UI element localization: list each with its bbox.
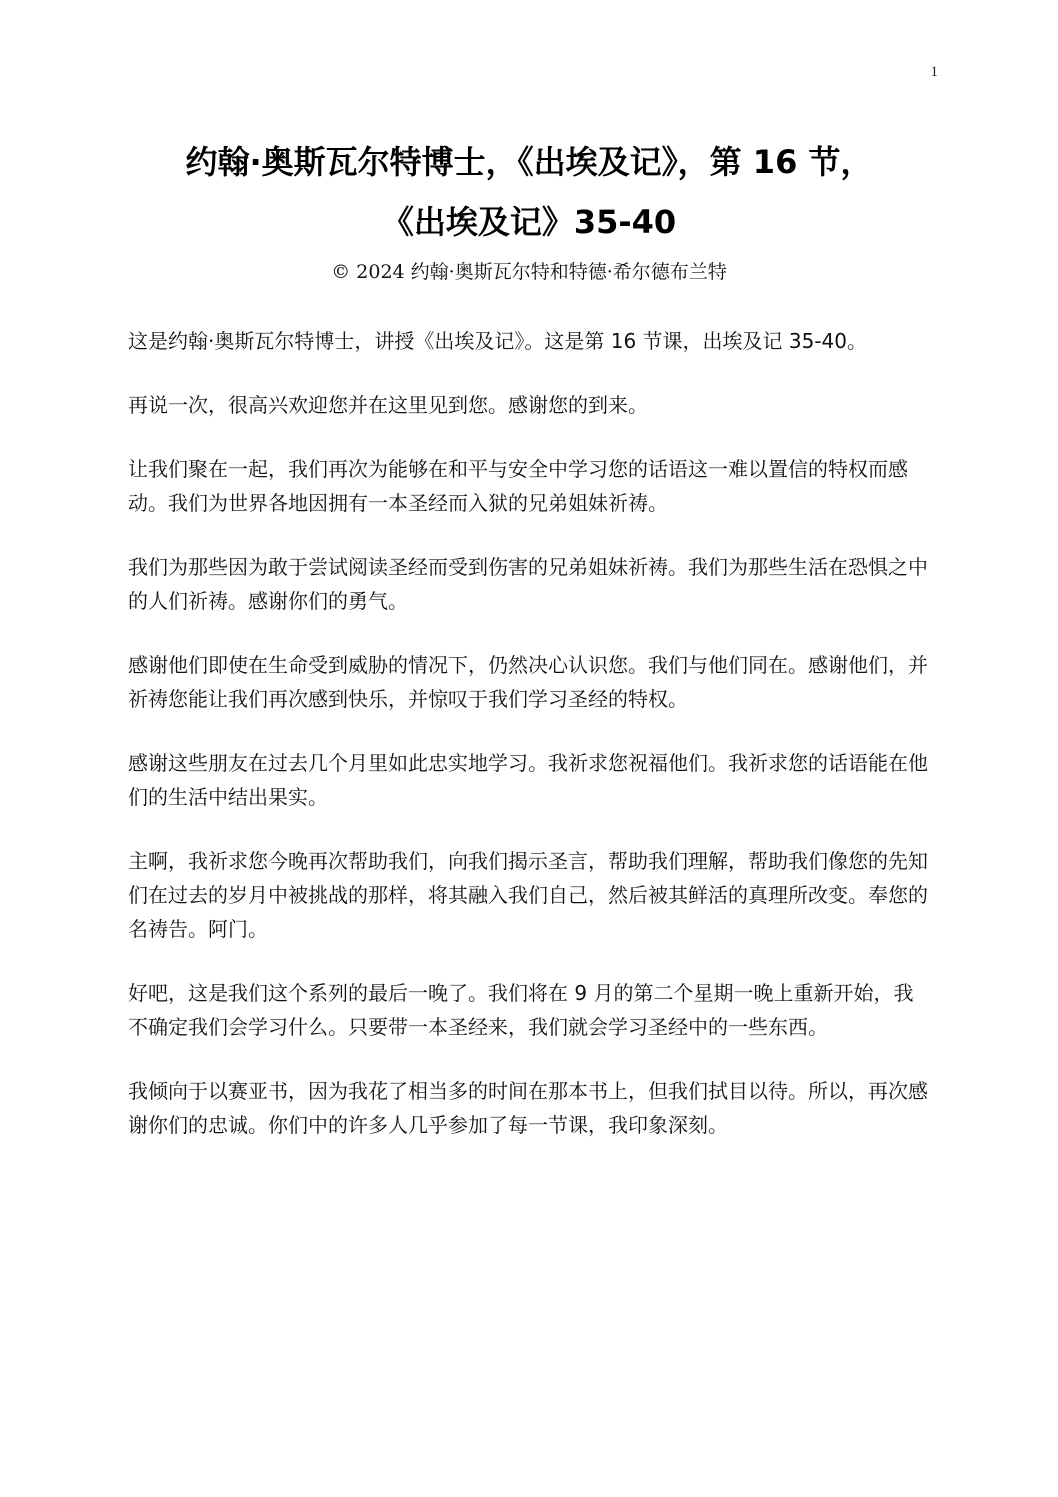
paragraph: 感谢他们即使在生命受到威胁的情况下，仍然决心认识您。我们与他们同在。感谢他们，并祈祷您能让我们再次感到快乐，并惊叹于我们学习圣经的特权。 [128,653,928,711]
paragraph: 我们为那些因为敢于尝试阅读圣经而受到伤害的兄弟姐妹祈祷。我们为那些生活在恐惧之中的人们祈祷。感谢你们的勇气。 [128,555,928,613]
page-title [100,132,958,252]
paragraph: 我倾向于以赛亚书，因为我花了相当多的时间在那本书上，但我们拭目以待。所以，再次感谢你们的忠诚。你们中的许多人几乎参加了每一节课，我印象深刻。 [128,1079,928,1137]
paragraph: 让我们聚在一起，我们再次为能够在和平与安全中学习您的话语这一难以置信的特权而感动。我们为世界各地因拥有一本圣经而入狱的兄弟姐妹祈祷。 [128,457,908,515]
paragraph: 主啊，我祈求您今晚再次帮助我们，向我们揭示圣言，帮助我们理解，帮助我们像您的先知们在过去的岁月中被挑战的那样，将其融入我们自己，然后被其鲜活的真理所改变。奉您的名祷告。阿门。 [128,849,928,941]
paragraph: 再说一次，很高兴欢迎您并在这里见到您。感谢您的到来。 [128,393,648,417]
page-title-line-1: 约翰·奥斯瓦尔特博士，《出埃及记》，第 16 节， [185,143,873,181]
paragraph: 好吧，这是我们这个系列的最后一晚了。我们将在 9 月的第二个星期一晚上重新开始，我不确定我们会学习什么。只要带一本圣经来，我们就会学习圣经中的一些东西。 [128,981,914,1039]
copyright-notice: © 2024 约翰·奥斯瓦尔特和特德·希尔德布兰特 [331,261,727,283]
page-number: 1 [930,64,938,80]
paragraph: 这是约翰·奥斯瓦尔特博士，讲授《出埃及记》。这是第 16 节课，出埃及记 35-40。 [128,329,867,353]
page-title-line-2: 《出埃及记》35-40 [381,203,677,241]
paragraph: 感谢这些朋友在过去几个月里如此忠实地学习。我祈求您祝福他们。我祈求您的话语能在他们的生活中结出果实。 [128,751,928,809]
transcript-body [128,324,928,1172]
